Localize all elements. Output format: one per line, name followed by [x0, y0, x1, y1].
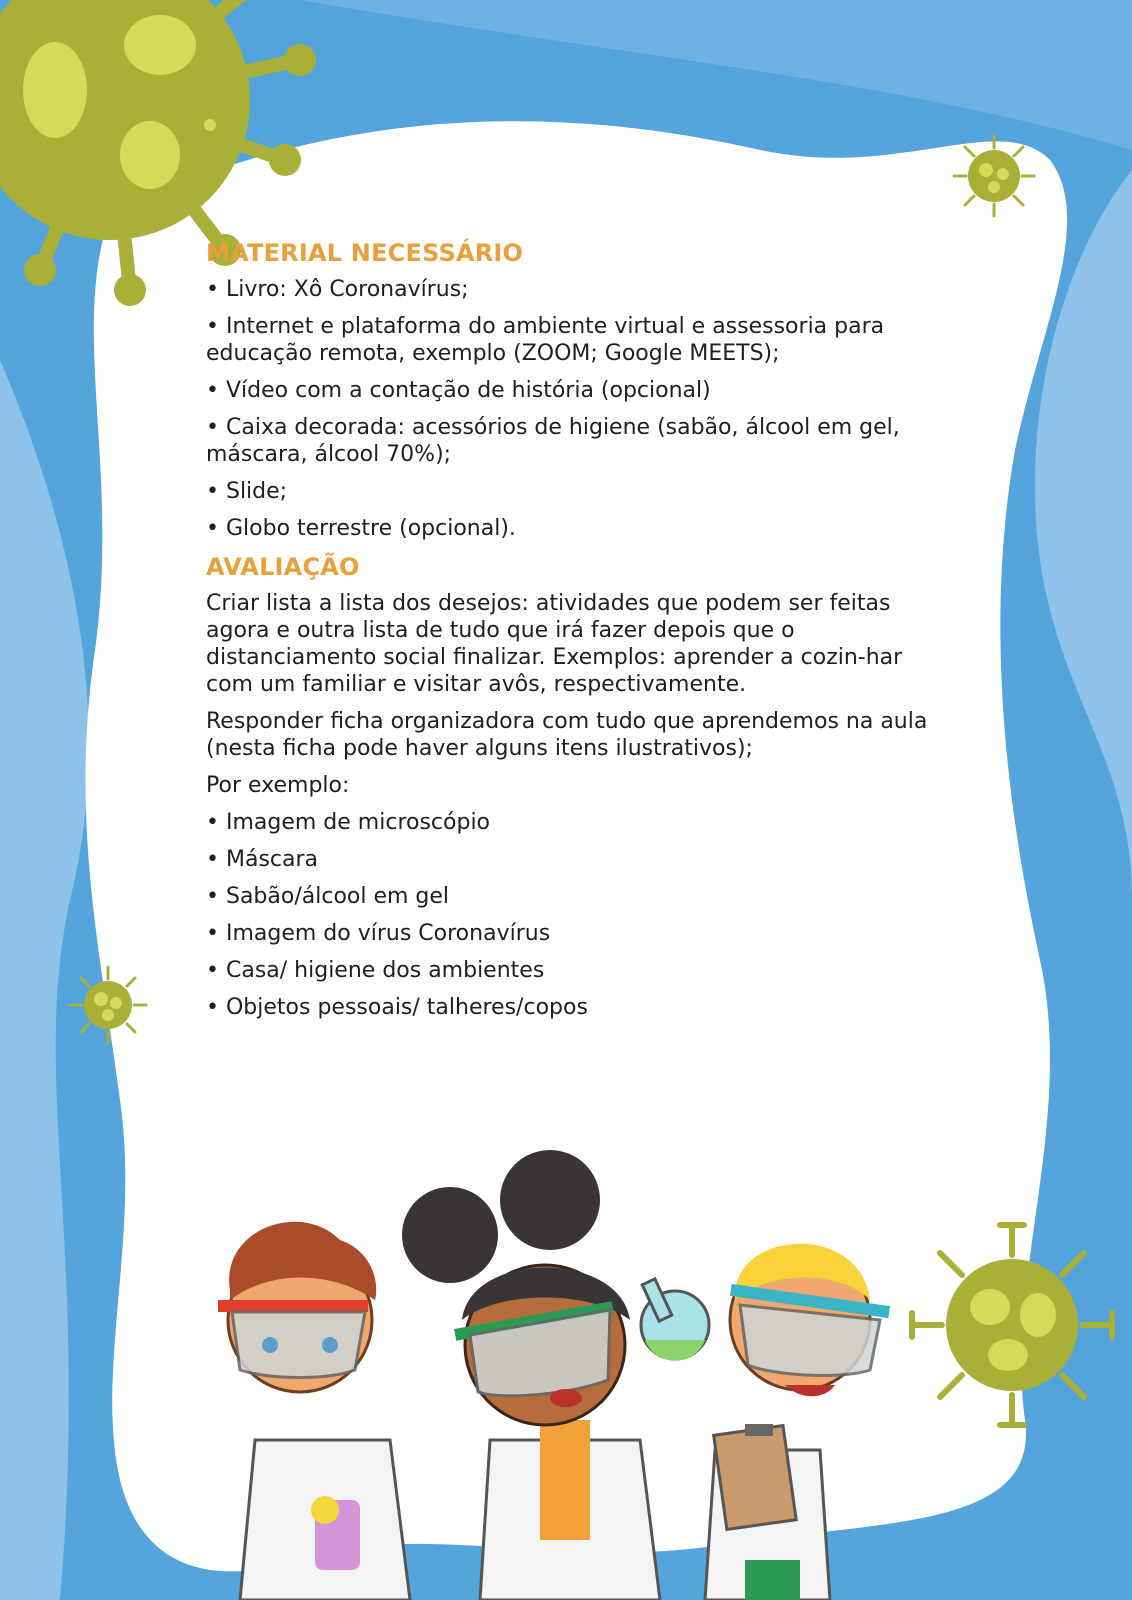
material-heading: MATERIAL NECESSÁRIO: [206, 239, 524, 267]
material-list: [206, 276, 946, 542]
virus-icon: [954, 136, 1034, 216]
light-wave-left: [0, 360, 89, 1600]
material-section: [206, 238, 946, 542]
virus-icon: [912, 1225, 1112, 1425]
list-item: • Sabão/álcool em gel: [206, 883, 946, 910]
examples-list: [206, 809, 946, 1021]
list-item: • Livro: Xô Coronavírus;: [206, 276, 946, 303]
list-item: • Casa/ higiene dos ambientes: [206, 957, 946, 984]
list-item: • Imagem de microscópio: [206, 809, 946, 836]
list-item: • Vídeo com a contação de história (opcional): [206, 377, 946, 404]
avaliacao-section: [206, 552, 946, 1021]
virus-icon: [70, 967, 146, 1043]
list-item: • Caixa decorada: acessórios de higiene (sabão, álcool em gel, máscara, álcool 70%);: [206, 414, 946, 468]
list-item: • Internet e plataforma do ambiente virtual e assessoria para educação remota, exemplo (ZOOM; Google MEETS);: [206, 313, 946, 367]
list-item: • Imagem do vírus Coronavírus: [206, 920, 946, 947]
document-body: [206, 238, 946, 1031]
list-item: • Máscara: [206, 846, 946, 873]
list-item: • Globo terrestre (opcional).: [206, 515, 946, 542]
paragraph: Responder ficha organizadora com tudo que aprendemos na aula (nesta ficha pode haver alguns itens ilustrativos);: [206, 709, 928, 761]
paragraph: Criar lista a lista dos desejos: atividades que podem ser feitas agora e outra lista de tudo que irá fazer depois que o distanciamento social finalizar. Exemplos: aprender a cozin-har com um familiar e visitar avôs, respectivamente.: [206, 591, 903, 697]
avaliacao-heading: AVALIAÇÃO: [206, 553, 360, 581]
list-item: • Slide;: [206, 478, 946, 505]
paragraph: Por exemplo:: [206, 773, 350, 798]
list-item: • Objetos pessoais/ talheres/copos: [206, 994, 946, 1021]
